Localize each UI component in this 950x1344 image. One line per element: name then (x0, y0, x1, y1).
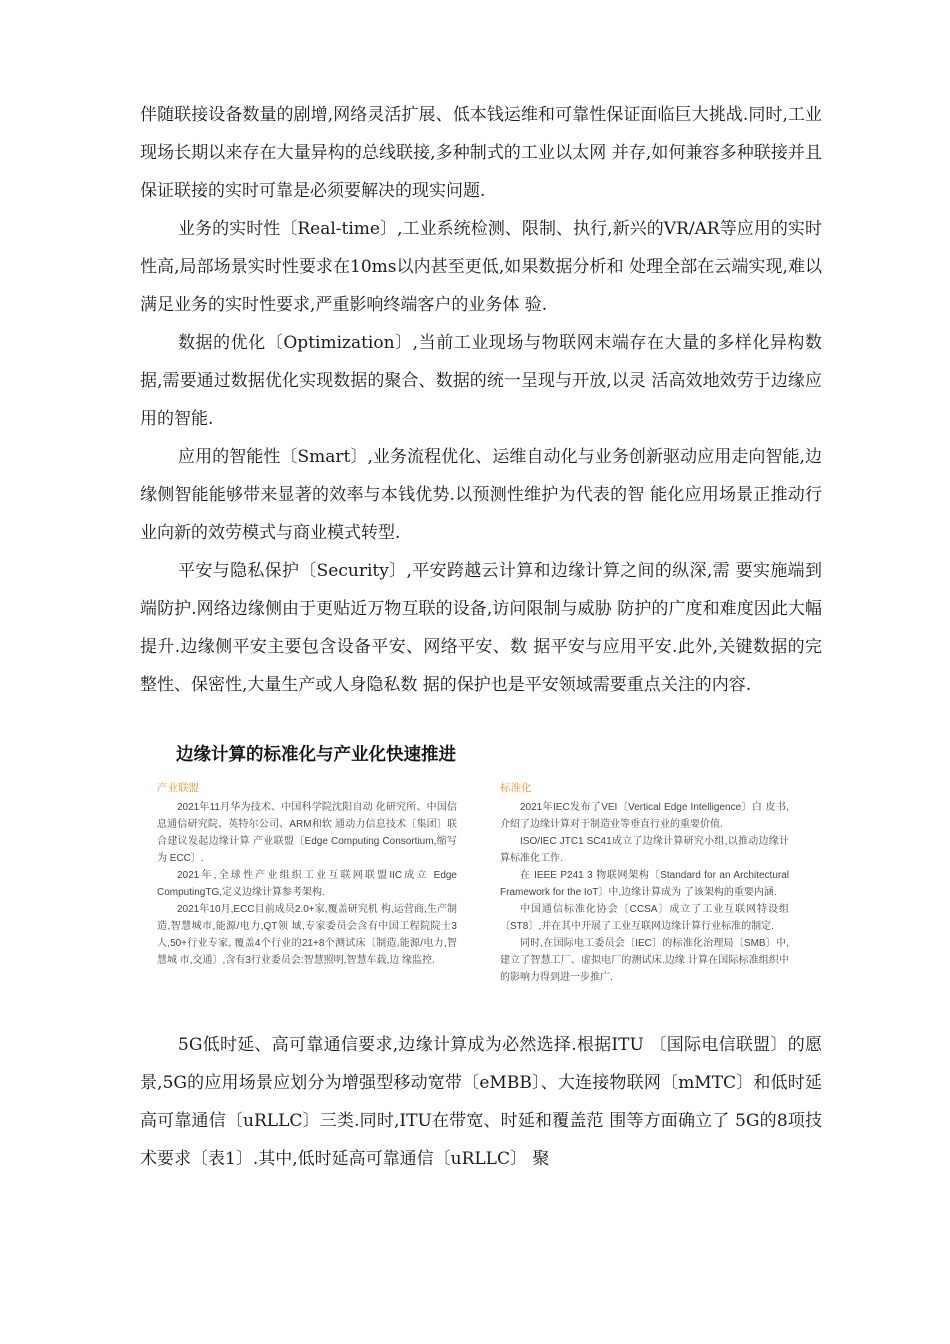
standard-item: ISO/IEC JTC1 SC41成立了边缘计算研究小组,以推动边缘计算标准化工作. (500, 836, 789, 864)
alliance-item: 2021年10月,ECC目前成员2.0+家,覆盖研究机 构,运营商,生产制造,智慧城市,能源/电力,QT领 域,专家委员会含有中国工程院院士3人,50+行业专家, 覆盖4个行业的21+8个测试床〔制造,能源/电力,智慧城 市,交通〕,含有3行业委员会:智慧照明,智慧车载,边 缘监控. (157, 904, 457, 966)
standard-item: 中国通信标准化协会〔CCSA〕成立了工业互联网特设组〔ST8〕,并在其中开展了工业互联网边缘计算行业标准的制定. (500, 904, 789, 932)
standard-item: 2021年IEC发布了VEI〔Vertical Edge Intelligence〕白 皮书,介绍了边缘计算对于制造业等垂直行业的重要价值. (500, 802, 789, 830)
alliance-item: 2021年,全球性产业组织工业互联网联盟IIC成立 Edge ComputingTG,定义边缘计算参考架构. (157, 870, 457, 898)
standardization-box (500, 780, 789, 992)
paragraph-smart: 应用的智能性〔Smart〕,业务流程优化、运维自动化与业务创新驱动应用走向智能,边缘侧智能能够带来显著的效率与本钱优势.以预测性维护为代表的智 能化应用场景正推动行业向新的效劳模式与商业模式转型. (140, 447, 822, 543)
alliance-item: 2021年11月华为技术、中国科学院沈阳自动 化研究所、中国信息通信研究院、英特尔公司、ARM和软 通动力信息技术〔集团〕联合建议发起边缘计算 产业联盟〔Edge Computing Consortium,缩写为 ECC〕. (157, 802, 457, 864)
paragraph-realtime: 业务的实时性〔Real-time〕,工业系统检测、限制、执行,新兴的VR/AR等应用的实时性高,局部场景实时性要求在10ms以内甚至更低,如果数据分析和 处理全部在云端实现,难以满足业务的实时性要求,严重影响终端客户的业务体 验. (140, 219, 822, 315)
industry-alliance-box (157, 780, 457, 969)
paragraph-optimization: 数据的优化〔Optimization〕,当前工业现场与物联网末端存在大量的多样化异构数据,需要通过数据优化实现数据的聚合、数据的统一呈现与开放,以灵 活高效地效劳于边缘应用的智能. (140, 333, 822, 429)
standardization-title: 标准化 (500, 782, 532, 794)
section-heading: 边缘计算的标准化与产业化快速推进 (176, 745, 456, 765)
paragraph-connectivity: 伴随联接设备数量的剧增,网络灵活扩展、低本钱运维和可靠性保证面临巨大挑战.同时,工业现场长期以来存在大量异构的总线联接,多种制式的工业以太网 并存,如何兼容多种联接并且保证联接的实时可靠是必须要解决的现实问题. (140, 105, 822, 201)
paragraph-security: 平安与隐私保护〔Security〕,平安跨越云计算和边缘计算之间的纵深,需 要实施端到端防护.网络边缘侧由于更贴近万物互联的设备,访问限制与威胁 防护的广度和难度因此大幅提升.边缘侧平安主要包含设备平安、网络平安、数 据平安与应用平安.此外,关键数据的完整性、保密性,大量生产或人身隐私数 据的保护也是平安领域需要重点关注的内容. (140, 561, 822, 695)
standard-item: 同时,在国际电工委员会〔IEC〕的标准化治理局〔SMB〕中,建立了智慧工厂、虚拟电厂的测试床.边缘 计算在国际标准组织中的影响力得到进一步推广. (500, 938, 789, 983)
standard-item: 在 IEEE P241 3 物联网架构〔Standard for an Architectural Framework for the IoT〕中,边缘计算成为 了该架构的重要内涵. (500, 870, 789, 898)
industry-alliance-title: 产业联盟 (157, 782, 199, 794)
paragraph-5g: 5G低时延、高可靠通信要求,边缘计算成为必然选择.根据ITU 〔国际电信联盟〕的愿景,5G的应用场景应划分为增强型移动宽带〔eMBB〕、大连接物联网〔mMTC〕和低时延高可靠通信〔uRLLC〕三类.同时,ITU在带宽、时延和覆盖范 围等方面确立了 5G的8项技术要求〔表1〕.其中,低时延高可靠通信〔uRLLC〕 聚 (140, 1035, 822, 1169)
